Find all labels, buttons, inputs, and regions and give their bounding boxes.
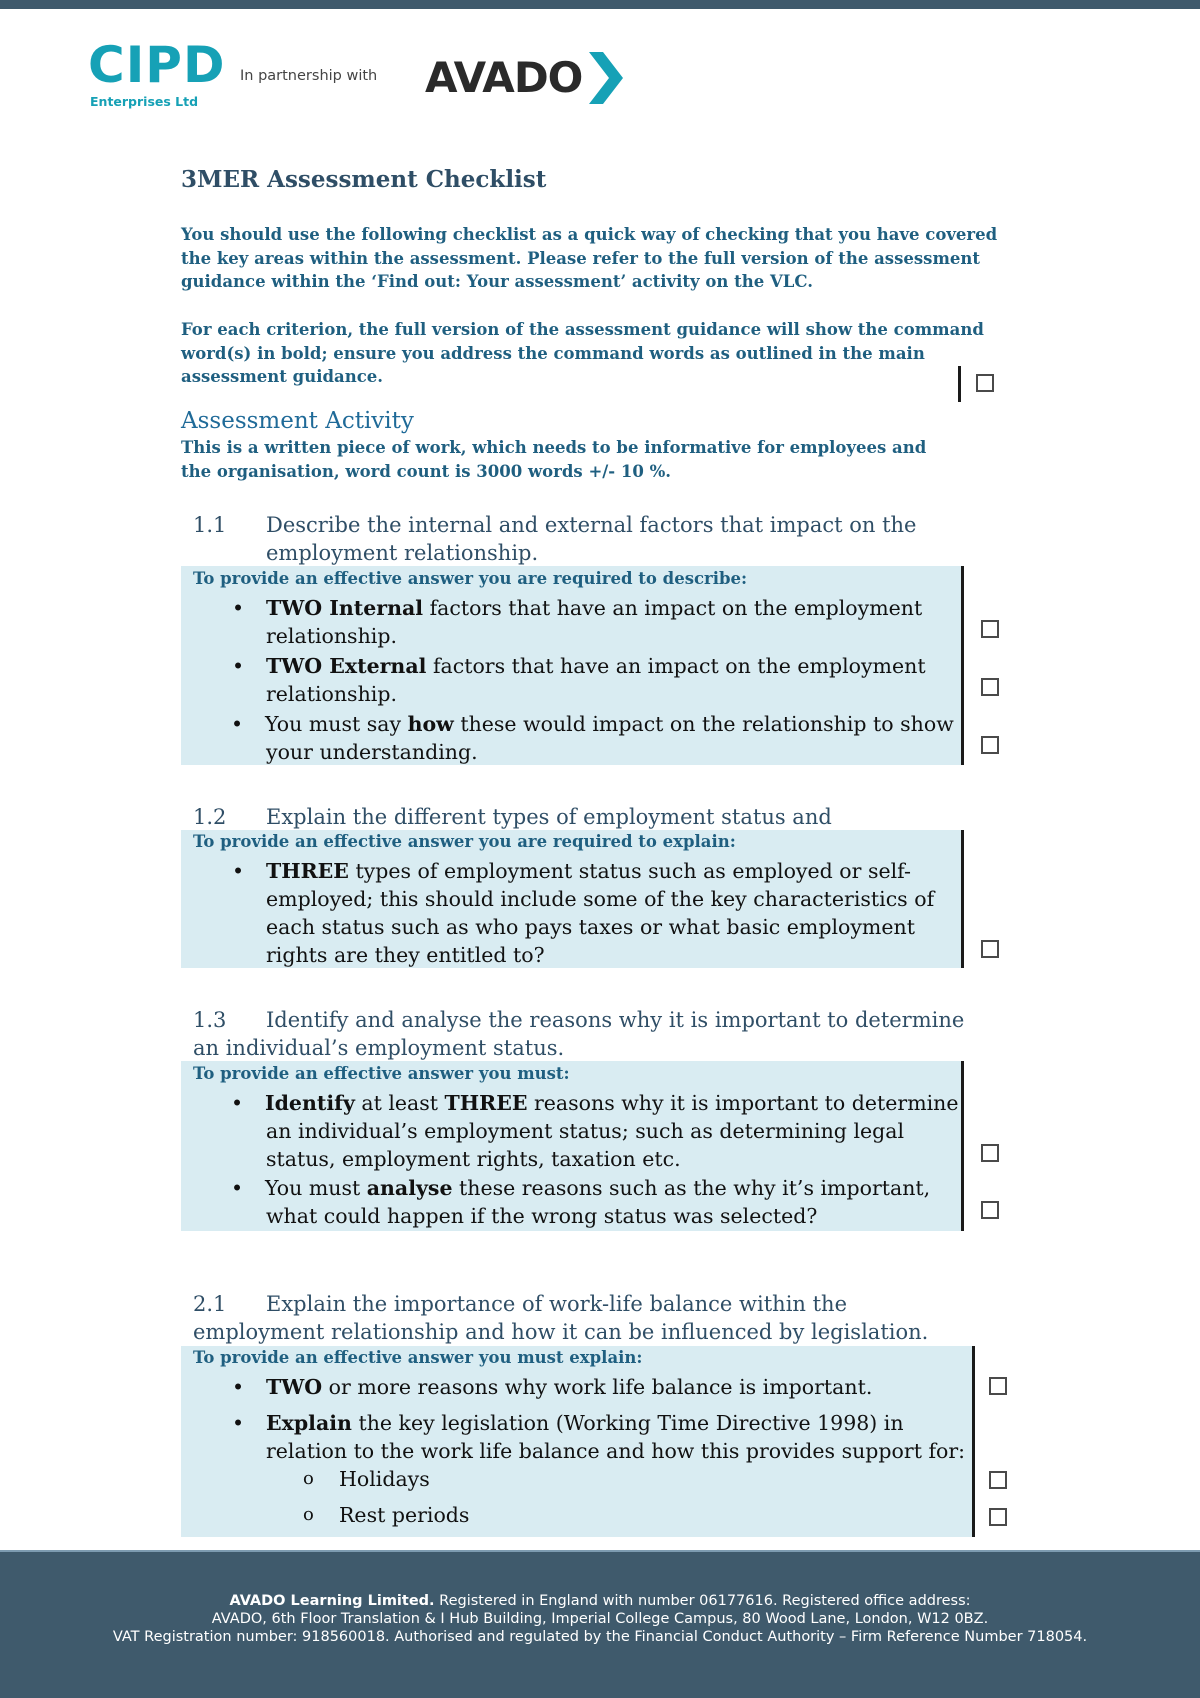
criterion-number: 1.2 bbox=[193, 805, 227, 829]
bullet-text: You must bbox=[265, 1176, 367, 1200]
avado-logo-word: AVADO bbox=[425, 53, 583, 102]
bullet-text: factors that have an impact on the employment bbox=[426, 654, 926, 678]
activity-heading: Assessment Activity bbox=[181, 408, 414, 434]
bullet-text-cont: what could happen if the wrong status was selected? bbox=[266, 1204, 818, 1228]
footer-text: Registered in England with number 06177616. Registered office address: bbox=[434, 1593, 971, 1609]
bullet-bold: TWO bbox=[266, 1375, 323, 1399]
bullet-item: • TWO Internal factors that have an impact on the employment relationship. bbox=[232, 596, 923, 648]
sub-bullet-item: o Holidays bbox=[303, 1467, 430, 1491]
checkbox-2-1-reasons[interactable] bbox=[989, 1377, 1007, 1395]
bullet-bold: TWO External bbox=[266, 654, 427, 678]
footer-company: AVADO Learning Limited. bbox=[229, 1593, 435, 1609]
bullet-text-cont: your understanding. bbox=[266, 740, 478, 764]
bullet-text-cont: rights are they entitled to? bbox=[266, 943, 545, 967]
bullet-text: the key legislation (Working Time Directive 1998) in bbox=[351, 1411, 904, 1435]
criterion-text: Identify and analyse the reasons why it is important to determine bbox=[266, 1008, 965, 1032]
page-title: 3MER Assessment Checklist bbox=[181, 166, 547, 193]
bullet-item: • THREE types of employment status such as employed or self- employed; this should include some of the key characteristics of each status such as who pays taxes or what basic employment rights are they entitled to? bbox=[232, 859, 935, 967]
bullet-bold: analyse bbox=[366, 1176, 453, 1200]
cipd-logo-subtitle: Enterprises Ltd bbox=[90, 94, 199, 109]
intro-paragraph-2 bbox=[181, 318, 1031, 389]
bullet-text: these would impact on the relationship to show bbox=[453, 712, 954, 736]
criterion-1-1-heading bbox=[193, 511, 916, 567]
bullet-text-cont: each status such as who pays taxes or what basic employment bbox=[266, 915, 915, 939]
criterion-1-2-box bbox=[181, 830, 961, 968]
checkbox-intro[interactable] bbox=[976, 374, 994, 392]
cipd-logo-word: CIPD bbox=[88, 36, 226, 94]
bullet-text: at least bbox=[354, 1091, 445, 1115]
criterion-2-1-box bbox=[181, 1346, 972, 1537]
bullet-item: • You must analyse these reasons such as the why it’s important, what could happen if the wrong status was selected? bbox=[231, 1176, 931, 1228]
bullet-text-cont: status, employment rights, taxation etc. bbox=[266, 1147, 681, 1171]
footer-line-1 bbox=[0, 1592, 1200, 1611]
bullet-bold: Explain bbox=[266, 1411, 352, 1435]
criterion-number: 2.1 bbox=[193, 1292, 227, 1316]
divider-line bbox=[972, 1346, 975, 1537]
divider-line bbox=[958, 366, 961, 402]
box-intro: To provide an effective answer you must explain: bbox=[193, 1348, 643, 1367]
bullet-text: reasons why it is important to determine bbox=[527, 1091, 959, 1115]
footer-line-3: VAT Registration number: 918560018. Authorised and regulated by the Financial Conduct Authority – Firm Reference Number 718054. bbox=[112, 1629, 1088, 1645]
avado-logo bbox=[425, 52, 623, 104]
bullet-text: You must say bbox=[265, 712, 408, 736]
criterion-1-2-heading bbox=[193, 803, 832, 831]
criterion-text-cont: employment relationship. bbox=[266, 541, 539, 565]
box-intro: To provide an effective answer you are required to describe: bbox=[193, 569, 748, 588]
footer bbox=[0, 1550, 1200, 1698]
avado-chevron-icon bbox=[585, 52, 623, 104]
criterion-1-1-box bbox=[181, 566, 961, 765]
checkbox-1-1-external[interactable] bbox=[981, 678, 999, 696]
bullet-text: or more reasons why work life balance is important. bbox=[322, 1375, 873, 1399]
checkbox-1-3-analyse[interactable] bbox=[981, 1201, 999, 1219]
criterion-text-cont: employment relationship and how it can be influenced by legislation. bbox=[193, 1320, 929, 1344]
bullet-text: factors that have an impact on the employment bbox=[423, 596, 923, 620]
sub-bullet-text: Rest periods bbox=[339, 1503, 470, 1527]
criterion-text: Explain the importance of work-life balance within the bbox=[266, 1292, 847, 1316]
checkbox-2-1-rest-periods[interactable] bbox=[989, 1508, 1007, 1526]
footer-line-2: AVADO, 6th Floor Translation & I Hub Building, Imperial College Campus, 80 Wood Lane, London, W12 0BZ. bbox=[211, 1611, 989, 1627]
bullet-text-cont: relationship. bbox=[266, 624, 397, 648]
intro-text-2: For each criterion, the full version of the assessment guidance will show the command word(s) in bold; ensure you address the command words as outlined in the main assessment guidance. bbox=[181, 320, 984, 386]
bullet-text-cont: relationship. bbox=[266, 682, 397, 706]
intro-paragraph-1 bbox=[181, 223, 1031, 294]
box-intro: To provide an effective answer you must: bbox=[193, 1064, 570, 1083]
bullet-bold: THREE bbox=[266, 859, 349, 883]
bullet-bold: Identify bbox=[265, 1091, 355, 1115]
sub-bullet-text: Holidays bbox=[339, 1467, 430, 1491]
bullet-item: • Identify at least THREE reasons why it is important to determine an individual’s employment status; such as determining legal status, employment rights, taxation etc. bbox=[231, 1091, 959, 1171]
bullet-item: • You must say how these would impact on the relationship to show your understanding. bbox=[231, 712, 954, 764]
bullet-text: types of employment status such as employed or self- bbox=[348, 859, 911, 883]
bullet-item: • Explain the key legislation (Working Time Directive 1998) in relation to the work life balance and how this provides support for: bbox=[232, 1411, 966, 1463]
bullet-item: • TWO or more reasons why work life balance is important. bbox=[232, 1375, 873, 1399]
activity-text: This is a written piece of work, which needs to be informative for employees and the organisation, word count is 3000 words +/- 10 %. bbox=[181, 438, 927, 481]
checkbox-2-1-holidays[interactable] bbox=[989, 1471, 1007, 1489]
box-intro: To provide an effective answer you are required to explain: bbox=[193, 832, 736, 851]
bullet-text-cont: an individual’s employment status; such as determining legal bbox=[266, 1119, 905, 1143]
divider-line bbox=[961, 566, 964, 765]
top-bar bbox=[0, 0, 1200, 9]
checkbox-1-1-how[interactable] bbox=[981, 736, 999, 754]
intro-text-1: You should use the following checklist as a quick way of checking that you have covered the key areas within the assessment. Please refer to the full version of the assessment guidance within the ‘Find out: Your assessment’ activity on the VLC. bbox=[181, 225, 998, 291]
divider-line bbox=[961, 1061, 964, 1231]
criterion-text: Explain the different types of employment status and bbox=[266, 805, 832, 829]
criterion-2-1-heading bbox=[193, 1290, 928, 1346]
bullet-item: • TWO External factors that have an impact on the employment relationship. bbox=[232, 654, 926, 706]
criterion-text: Describe the internal and external factors that impact on the bbox=[266, 513, 917, 537]
bullet-text-cont: employed; this should include some of the key characteristics of bbox=[266, 887, 935, 911]
bullet-bold: THREE bbox=[444, 1091, 528, 1115]
bullet-text-cont: relation to the work life balance and how this provides support for: bbox=[266, 1439, 966, 1463]
criterion-1-3-box bbox=[181, 1061, 961, 1231]
criterion-text-cont: an individual’s employment status. bbox=[193, 1036, 565, 1060]
criterion-number: 1.3 bbox=[193, 1008, 227, 1032]
checkbox-1-2-types[interactable] bbox=[981, 940, 999, 958]
cipd-logo bbox=[88, 36, 226, 109]
checkbox-1-3-identify[interactable] bbox=[981, 1144, 999, 1162]
partnership-text: In partnership with bbox=[240, 68, 378, 84]
sub-bullet-item: o Rest periods bbox=[303, 1503, 470, 1527]
checkbox-1-1-internal[interactable] bbox=[981, 620, 999, 638]
criterion-1-3-heading bbox=[193, 1006, 964, 1062]
bullet-bold: how bbox=[407, 712, 454, 736]
bullet-bold: TWO Internal bbox=[266, 596, 424, 620]
criterion-number: 1.1 bbox=[193, 513, 227, 537]
bullet-text: these reasons such as the why it’s important, bbox=[452, 1176, 931, 1200]
divider-line bbox=[961, 830, 964, 968]
